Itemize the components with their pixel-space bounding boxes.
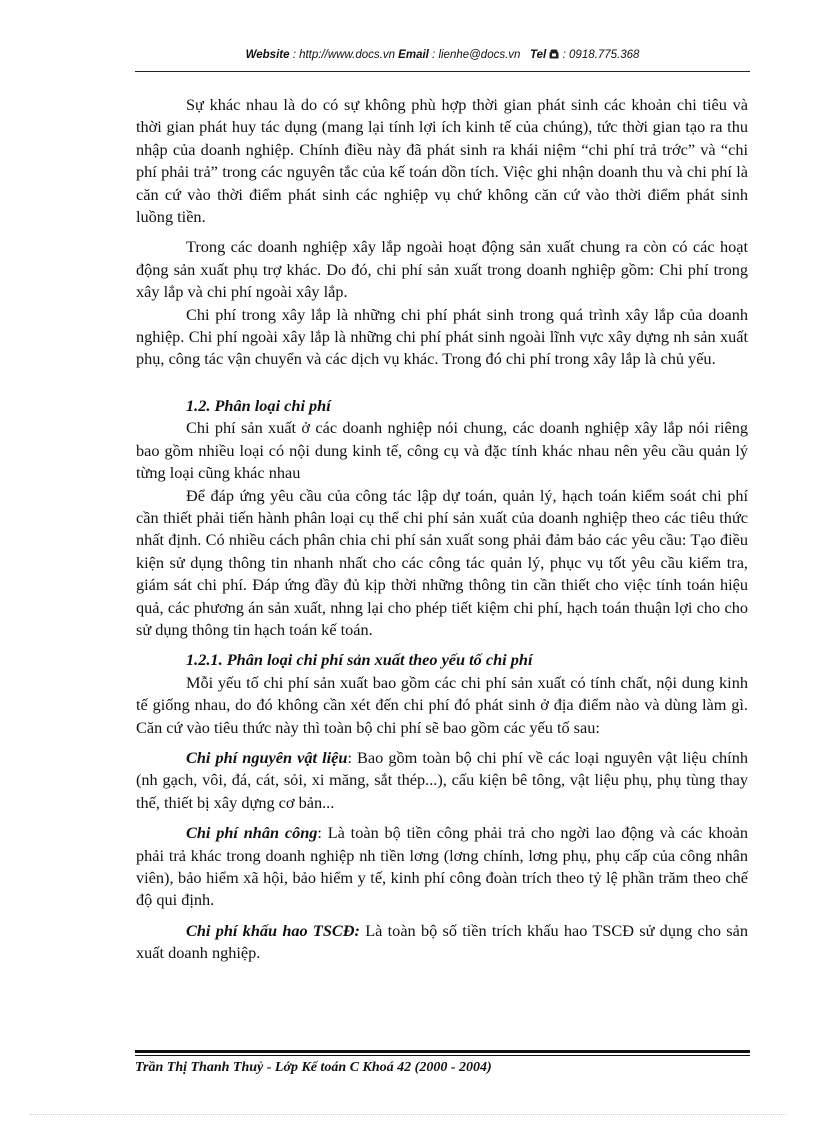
website-value: : http://www.docs.vn xyxy=(289,49,395,61)
page-edge-divider xyxy=(30,1114,786,1115)
term-label: Chi phí nguyên vật liệu xyxy=(186,747,348,767)
paragraph: Trong các doanh nghiệp xây lắp ngoài hoạt động sản xuất chung ra còn có các hoạt động sản xuất phụ trợ khác. Do đó, chi phí sản xuất trong doanh nghiệp gồm: Chi phí trong xây lắp và chi phí ngoài xây lắp. xyxy=(136,237,748,302)
term-text: : Bao gồm toàn bộ chi phí về các loại nguyên vật liệu chính (nh gạch, vôi, đá, cát, sỏi, xi măng, sắt thép...), cấu kiện bê tông, vật liệu phụ, phụ tùng thay thế, thiết bị xây dựng cơ bản... xyxy=(136,747,748,812)
tel-label: Tel xyxy=(530,49,547,61)
term-label: Chi phí khấu hao TSCĐ: xyxy=(186,920,360,940)
paragraph: Chi phí trong xây lắp là những chi phí phát sinh trong quá trình xây lắp của doanh nghiệp. Chi phí ngoài xây lắp là những chi phí phát sinh ngoài lĩnh vực xây dựng nh sản xuất phụ, công tác vận chuyển và các dịch vụ khác. Trong đó chi phí trong xây lắp là chủ yếu. xyxy=(136,304,748,369)
term-text: : Là toàn bộ tiền công phải trả cho ngời lao động và các khoản phải trả khác trong doanh nghiệp nh tiền lơng (lơng chính, lơng phụ, phụ cấp của công nhân viên), bảo hiểm xã hội, bảo hiểm y tế, kinh phí công đoàn trích theo tỷ lệ phần trăm theo chế độ qui định. xyxy=(136,823,748,910)
definition-paragraph xyxy=(136,747,748,814)
page-footer: Trần Thị Thanh Thuỷ - Lớp Kế toán C Khoá 42 (2000 - 2004) xyxy=(135,1060,492,1075)
term-text: Là toàn bộ số tiền trích khấu hao TSCĐ sử dụng cho sản xuất doanh nghiệp. xyxy=(136,920,748,963)
tel-value: : 0918.775.368 xyxy=(559,49,640,61)
footer-rule-thin xyxy=(135,1055,750,1056)
document-body xyxy=(136,94,748,965)
subsection-heading: 1.2.1. Phân loại chi phí sản xuất theo yếu tố chi phí xyxy=(186,650,533,670)
paragraph: Mỗi yếu tố chi phí sản xuất bao gồm các chi phí sản xuất có tính chất, nội dung kinh tế giống nhau, do đó không cần xét đến chi phí đó phát sinh ở địa điểm nào và dùng làm gì. Căn cứ vào tiêu thức này thì toàn bộ chi phí sẽ bao gồm các yếu tố sau: xyxy=(136,672,748,737)
section-heading: 1.2. Phân loại chi phí xyxy=(186,395,331,415)
paragraph: Để đáp ứng yêu cầu của công tác lập dự toán, quản lý, hạch toán kiểm soát chi phí cần thiết phải tiến hành phân loại cụ thể chi phí sản xuất của doanh nghiệp theo các tiêu thức nhất định. Có nhiều cách phân chia chi phí sản xuất song phải đảm bảo các yêu cầu: Tạo điều kiện sử dụng thông tin nhanh nhất cho các công tác quản lý, phục vụ tốt yêu cầu kiểm tra, giám sát chi phí. Đáp ứng đầy đủ kịp thời những thông tin cần thiết cho việc tính toán hiệu quả, các phương án sản xuất, nhng lại cho phép tiết kiệm chi phí, hạch toán thuận lợi cho cho sử dụng thông tin hạch toán kế toán. xyxy=(136,485,748,639)
email-label: Email xyxy=(398,49,429,61)
paragraph: Chi phí sản xuất ở các doanh nghiệp nói chung, các doanh nghiệp xây lắp nói riêng bao gồm nhiều loại có nội dung kinh tế, công cụ và đặc tính khác nhau nên yêu cầu quản lý từng loại cũng khác nhau xyxy=(136,418,748,483)
footer-rule-thick xyxy=(135,1050,750,1053)
website-label: Website xyxy=(245,49,290,61)
email-value: : lienhe@docs.vn xyxy=(428,49,521,61)
definition-paragraph xyxy=(136,920,748,965)
phone-icon xyxy=(549,49,559,59)
page-header xyxy=(135,45,750,72)
paragraph: Sự khác nhau là do có sự không phù hợp thời gian phát sinh các khoản chi tiêu và thời gian phát huy tác dụng (mang lại tính lợi ích kinh tế của chúng), tức thời gian tạo ra thu nhập của doanh nghiệp. Chính điều này đã phát sinh ra khái niệm “chi phí trả trớc” và “chi phí phải trả” trong các nguyên tắc của kế toán dồn tích. Việc ghi nhận doanh thu và chi phí là căn cứ vào thời điểm phát sinh các nghiệp vụ chứ không căn cứ vào thời điểm phát sinh luồng tiền. xyxy=(136,95,748,227)
definition-paragraph xyxy=(136,822,748,912)
term-label: Chi phí nhân công xyxy=(186,823,318,843)
